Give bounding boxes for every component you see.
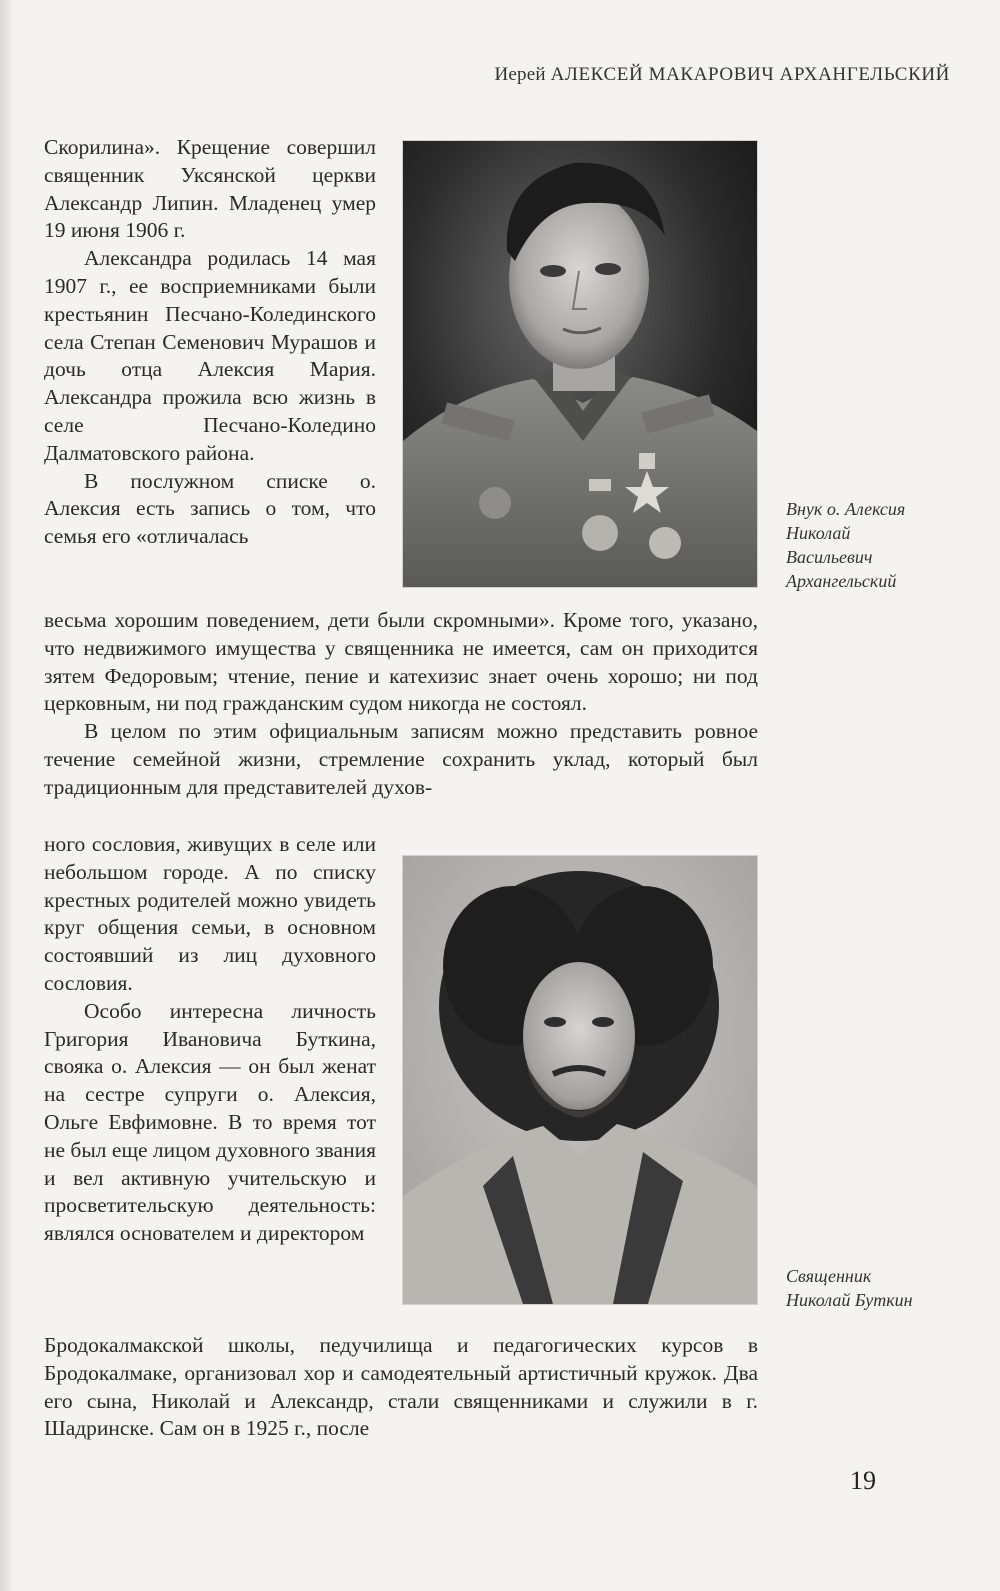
caption-photo-grandson (786, 497, 905, 593)
paragraph: Александра родилась 14 мая 1907 г., ее восприемниками были крестьянин Песчано-Колединского села Степан Семенович Мурашов и дочь отца Алексия Мария. Александра прожила всю жизнь в селе Песчано-Коледино Далматовского района. (44, 246, 376, 465)
paragraph: В целом по этим официальным записям можно представить ровное течение семейной жизни, стремление сохранить уклад, который был традиционным для представителей духов- (44, 719, 758, 799)
caption-line: Архангельский (786, 571, 897, 591)
paragraph: ного сословия, живущих в селе или небольшом городе. А по списку крестных родителей можно увидеть круг общения семьи, в основном состоявший из лиц духовного сословия. (44, 832, 376, 995)
paragraph: Скорилина». Крещение совершил священник Уксянской церкви Александр Липин. Младенец умер 19 июня 1906 г. (44, 135, 376, 243)
photo-butkin (402, 855, 758, 1305)
header-prefix: Иерей (494, 64, 546, 85)
caption-line: Николай Буткин (786, 1290, 913, 1310)
paragraph: Особо интересна личность Григория Ивановича Буткина, свояка о. Алексия — он был женат на сестре супруги о. Алексия, Ольге Евфимовне. В то время тот не был еще лицом духовного звания и вел активную учительскую и просветительскую деятельность: являлся основателем и директором (44, 998, 376, 1246)
paragraph: В послужном списке о. Алексия есть запись о том, что семья его «отличалась (44, 468, 376, 549)
text-wide-bottom (44, 1332, 758, 1443)
caption-line: Николай (786, 523, 851, 543)
page-gutter-shadow (0, 0, 14, 1591)
paragraph: Бродокалмакской школы, педучилища и педагогических курсов в Бродокалмаке, организовал хор и самодеятельный артистичный кружок. Два его сына, Николай и Александр, стали священниками и служили в г. Шадринске. Сам он в 1925 г., после (44, 1333, 758, 1441)
header-name: АЛЕКСЕЙ МАКАРОВИЧ АРХАНГЕЛЬСКИЙ (550, 64, 950, 85)
text-column-top (44, 134, 376, 551)
running-header (470, 64, 950, 86)
caption-photo-butkin (786, 1264, 913, 1312)
page-number: 19 (850, 1466, 876, 1495)
portrait-uniform-image (403, 141, 757, 587)
text-column-middle (44, 831, 376, 1248)
text-wide-1 (44, 607, 758, 802)
caption-line: Священник (786, 1266, 872, 1286)
photo-grandson (402, 140, 758, 588)
caption-line: Внук о. Алексия (786, 499, 906, 519)
paragraph: весьма хорошим поведением, дети были скромными». Кроме того, указано, что недвижимого имущества у священника не имеется, сам он приходится зятем Федоровым; чтение, пение и катехизис знает очень хорошо; ни под церковным, ни под гражданским судом никогда не состоял. (44, 608, 758, 716)
caption-line: Васильевич (786, 547, 873, 567)
portrait-priest-image (403, 856, 757, 1304)
